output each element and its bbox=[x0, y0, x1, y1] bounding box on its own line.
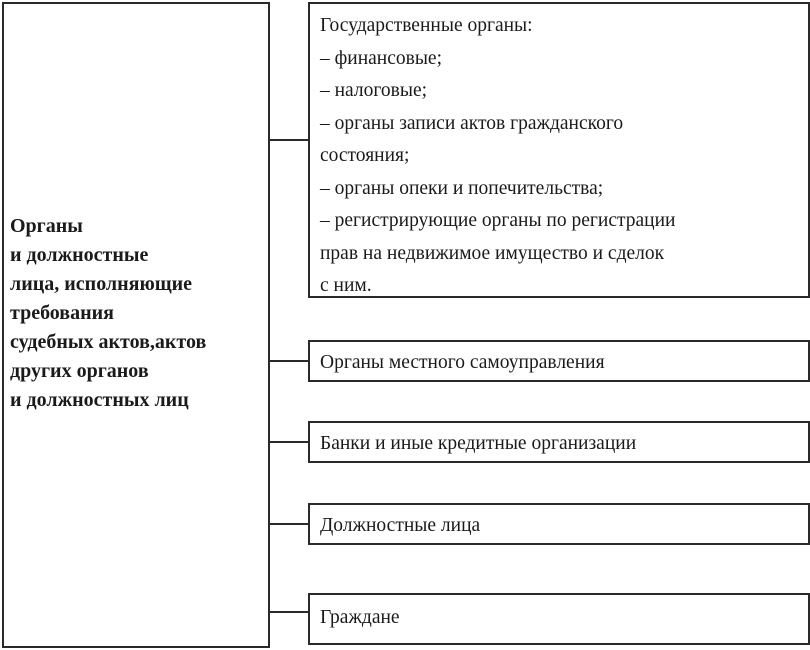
state-bodies-item: – органы опеки и попечительства; bbox=[320, 177, 604, 199]
state-bodies-item: – органы записи актов гражданского bbox=[320, 112, 624, 134]
connector-banks bbox=[270, 441, 310, 443]
connector-officials bbox=[270, 523, 310, 525]
local-government-box bbox=[308, 340, 810, 382]
state-bodies-item-continuation: состояния; bbox=[320, 145, 410, 166]
officials-box bbox=[308, 503, 810, 545]
state-bodies-heading: Государственные органы: bbox=[320, 15, 533, 36]
banks-label: Банки и иные кредитные организации bbox=[320, 433, 637, 454]
state-bodies-item: – налоговые; bbox=[320, 80, 428, 101]
officials-label: Должностные лица bbox=[320, 515, 481, 536]
connector-state-bodies bbox=[270, 139, 310, 141]
citizens-box bbox=[308, 593, 810, 645]
state-bodies-item: – регистрирующие органы по регистрации bbox=[320, 210, 676, 231]
state-bodies-item-continuation: прав на недвижимое имущество и сделок bbox=[320, 242, 665, 264]
banks-box bbox=[308, 421, 810, 463]
state-bodies-box bbox=[308, 2, 810, 298]
state-bodies-item-continuation: с ним. bbox=[320, 275, 372, 296]
state-bodies-item: – финансовые; bbox=[320, 47, 443, 69]
connector-local-government bbox=[270, 360, 310, 362]
citizens-label: Граждане bbox=[320, 607, 400, 628]
local-government-label: Органы местного самоуправления bbox=[320, 352, 605, 373]
main-category-title: Органы и должностные лица, исполняющие требования судебных актов,актов других органов и должностных лиц bbox=[10, 215, 207, 411]
connector-citizens bbox=[270, 611, 310, 613]
